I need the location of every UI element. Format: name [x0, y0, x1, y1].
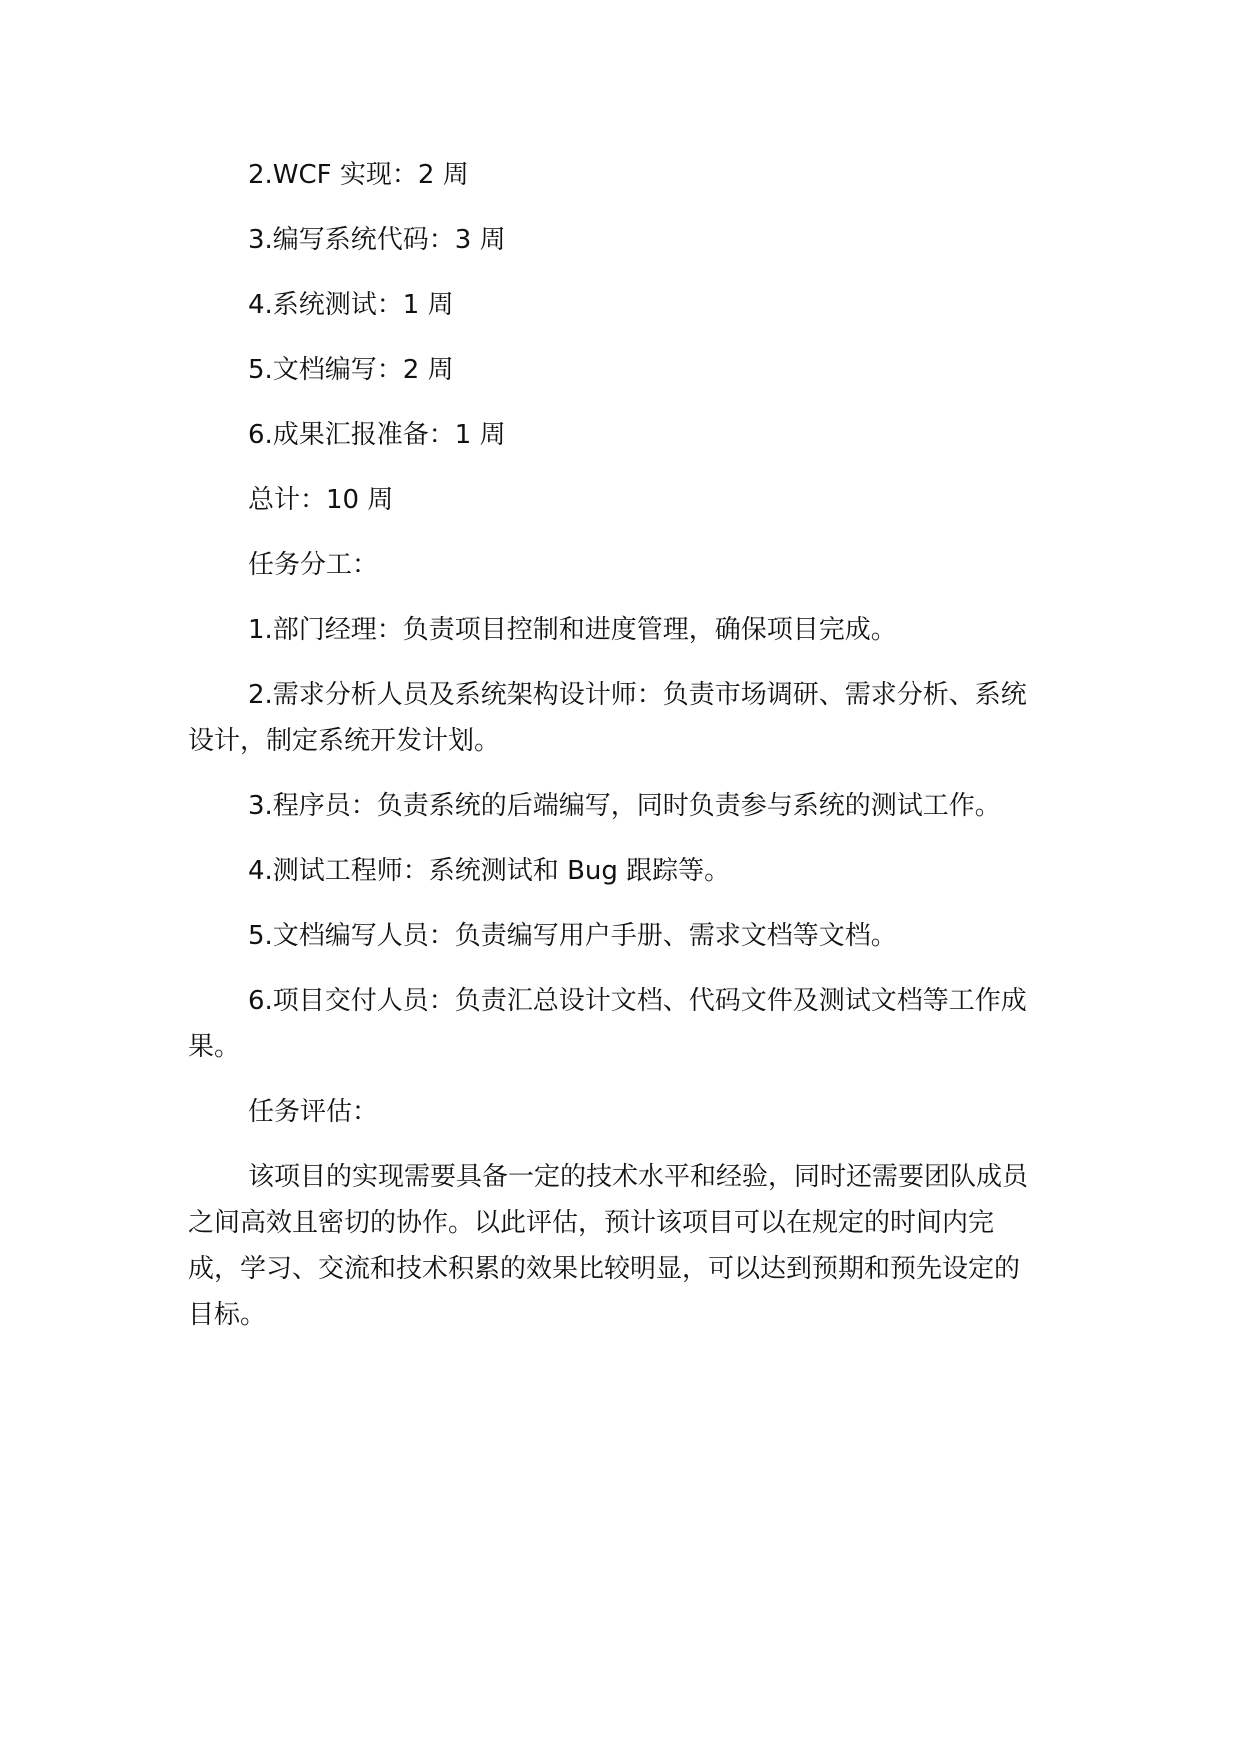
role-doc-writer: 5.文档编写人员：负责编写用户手册、需求文档等文档。	[248, 921, 897, 951]
section-heading-task-division: 任务分工：	[248, 550, 379, 580]
role-programmer: 3.程序员：负责系统的后端编写，同时负责参与系统的测试工作。	[248, 791, 1001, 821]
schedule-total: 总计：10 周	[248, 485, 394, 515]
section-heading-task-evaluation: 任务评估：	[248, 1097, 379, 1127]
role-department-manager: 1.部门经理：负责项目控制和进度管理，确保项目完成。	[248, 615, 897, 645]
role-delivery: 6.项目交付人员：负责汇总设计文档、代码文件及测试文档等工作成果。	[188, 986, 1027, 1062]
schedule-item-coding: 3.编写系统代码：3 周	[248, 225, 506, 255]
role-analyst-architect: 2.需求分析人员及系统架构设计师：负责市场调研、需求分析、系统设计，制定系统开发计划。	[188, 680, 1027, 756]
schedule-item-wcf: 2.WCF 实现：2 周	[248, 160, 469, 190]
evaluation-paragraph: 该项目的实现需要具备一定的技术水平和经验，同时还需要团队成员之间高效且密切的协作。以此评估，预计该项目可以在规定的时间内完成，学习、交流和技术积累的效果比较明显，可以达到预期和预先设定的目标。	[188, 1162, 1029, 1330]
schedule-item-report: 6.成果汇报准备：1 周	[248, 420, 506, 450]
schedule-item-testing: 4.系统测试：1 周	[248, 290, 454, 320]
role-test-engineer: 4.测试工程师：系统测试和 Bug 跟踪等。	[248, 856, 731, 886]
document-body	[188, 152, 1035, 1357]
schedule-item-docs: 5.文档编写：2 周	[248, 355, 454, 385]
